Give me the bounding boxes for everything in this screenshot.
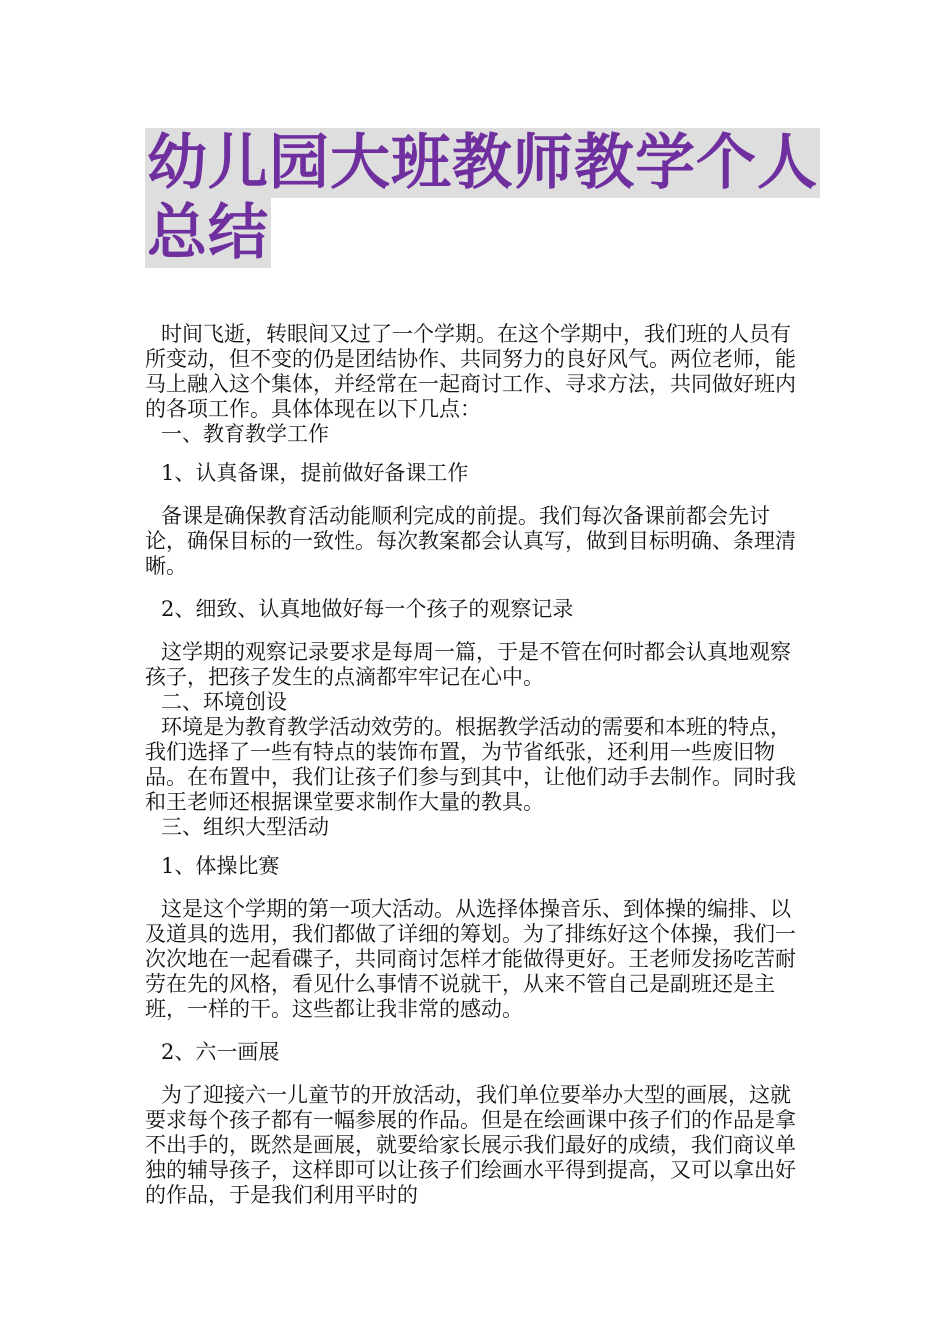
document-body [145, 322, 807, 1208]
subheading-art-exhibit: 2、六一画展 [161, 1040, 280, 1064]
subheading-gymnastics: 1、体操比赛 [161, 854, 280, 878]
document-title [145, 128, 825, 268]
paragraph-art-exhibit: 为了迎接六一儿童节的开放活动，我们单位要举办大型的画展，这就要求每个孩子都有一幅参展的作品。但是在绘画课中孩子们的作品是拿不出手的，既然是画展，就要给家长展示我们最好的成绩，我们商议单独的辅导孩子，这样即可以让孩子们绘画水平得到提高，又可以拿出好的作品，于是我们利用平时的 [145, 1083, 796, 1207]
paragraph-environment: 环境是为教育教学活动效劳的。根据教学活动的需要和本班的特点，我们选择了一些有特点的装饰布置，为节省纸张，还利用一些废旧物品。在布置中，我们让孩子们参与到其中，让他们动手去制作。同时我和王老师还根据课堂要求制作大量的教具。 [145, 715, 796, 814]
document-title-text: 幼儿园大班教师教学个人总结 [147, 128, 818, 268]
subheading-observation: 2、细致、认真地做好每一个孩子的观察记录 [161, 597, 574, 621]
paragraph-gymnastics: 这是这个学期的第一项大活动。从选择体操音乐、到体操的编排、以及道具的选用，我们都做了详细的筹划。为了排练好这个体操，我们一次次地在一起看碟子，共同商讨怎样才能做得更好。王老师发扬吃苦耐劳在先的风格，看见什么事情不说就干，从来不管自己是副班还是主班，一样的干。这些都让我非常的感动。 [145, 897, 796, 1021]
section-heading-activities: 三、组织大型活动 [161, 815, 329, 839]
subheading-lesson-prep: 1、认真备课，提前做好备课工作 [161, 461, 469, 485]
paragraph-observation: 这学期的观察记录要求是每周一篇，于是不管在何时都会认真地观察孩子，把孩子发生的点滴都牢牢记在心中。 [145, 640, 791, 689]
paragraph-intro: 时间飞逝，转眼间又过了一个学期。在这个学期中，我们班的人员有所变动，但不变的仍是团结协作、共同努力的良好风气。两位老师，能马上融入这个集体，并经常在一起商讨工作、寻求方法，共同做好班内的各项工作。具体体现在以下几点： [145, 322, 796, 421]
paragraph-lesson-prep: 备课是确保教育活动能顺利完成的前提。我们每次备课前都会先讨论，确保目标的一致性。每次教案都会认真写，做到目标明确、条理清晰。 [145, 504, 796, 578]
section-heading-environment: 二、环境创设 [161, 690, 287, 714]
section-heading-teaching: 一、教育教学工作 [161, 422, 329, 446]
